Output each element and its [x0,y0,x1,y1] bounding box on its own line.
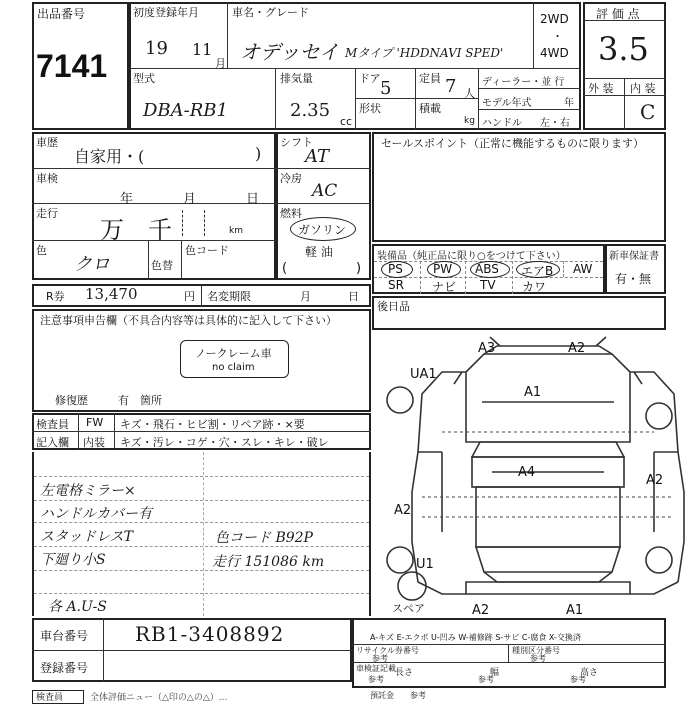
inspector-label: 検査員 [36,418,69,431]
chassis-value: RB1-3408892 [135,622,285,646]
disp-value: 2.35 [290,100,331,121]
note-line-3: スタッドレスT [40,529,133,545]
fuel-gas: ガソリン [298,223,347,237]
km-unit: km [229,226,243,236]
legend-ref-3: 参考 [530,654,546,663]
recycle-amount: 13,470 [85,285,138,303]
recycle-yen: 円 [184,290,195,303]
legend-ref-6: 参考 [570,675,586,684]
equip-abs: ABS [475,262,499,276]
kg-unit: kg [464,116,475,126]
interior-label: 内装 [83,436,105,449]
note-line-5: 各 A.U-S [48,599,107,615]
note-line-4: 下廻り小S [40,552,106,568]
mark-a1-hood: A1 [524,385,542,400]
load-label: 積載 [419,102,441,115]
color-value: クロ [74,254,110,275]
equipment-label: 装備品（純正品に限り○をつけて下さい） [377,251,566,262]
model-label: 型式 [133,72,155,85]
mark-a4-roof: A4 [518,465,536,480]
fw-items: キズ・飛石・ヒビ割・リペア跡・×要 [120,418,305,431]
equip-leather: カワ [522,280,547,294]
dealer-label: ディーラー・並 行 [482,77,565,88]
history-label: 車歴 [36,136,58,149]
disp-label: 排気量 [280,72,313,85]
mark-ua1: UA1 [410,367,437,382]
fuel-paren-close: ) [356,261,362,276]
mileage-label: 走行 [36,207,58,220]
name-change-month: 月 [300,290,311,303]
cc-unit: cc [340,115,353,128]
model-year-unit: 年 [564,98,574,109]
fuel-label: 燃料 [280,207,302,220]
handle-label: ハンドル [482,118,522,129]
fuel-diesel: 軽 油 [305,245,333,259]
first-reg-label: 初度登録年月 [133,6,199,19]
history-value: 自家用・( [74,147,145,166]
legend-recycle-no: リサイクル券番号 [356,646,419,655]
equip-pw: PW [433,262,453,276]
spare-label: スペア [392,602,425,615]
car-name-label: 車名・グレード [232,6,309,19]
legend-height: 高さ [580,668,599,678]
chassis-label: 車台番号 [40,629,89,643]
equip-aw: AW [573,262,593,276]
fuel-paren-open: ( [282,261,288,276]
color-code-label: 色コード [185,244,229,257]
door-label: ドア [359,72,381,85]
rear-items-label: 後日品 [377,300,410,313]
reg-year: 19 [145,38,168,59]
equip-sr: SR [388,278,404,292]
reg-month: 11 [192,40,213,59]
mileage-man: 万 [100,216,124,244]
mark-a2-rear: A2 [472,603,490,618]
legend-car-type: 種別区分番号 [512,646,560,655]
mark-a1-rear: A1 [566,603,584,618]
interior-items: キズ・汚レ・コゲ・穴・スレ・キレ・破レ [120,436,329,449]
warranty-value: 有・無 [615,272,652,286]
name-change-label: 名変期限 [207,290,251,303]
score-label: 評 価 点 [596,7,640,21]
model-year-label: モデル年式 [482,98,532,109]
color-code-note: 色コード B92P [215,530,313,546]
drive-4wd: 4WD [540,46,569,60]
legend-dim: 車検証記載 [356,664,396,673]
capacity-value: 7 [445,76,457,97]
damage-diagram [372,332,692,622]
color-change-label: 色替 [151,259,173,272]
drive-dot: ・ [552,30,563,43]
history-close: ) [255,144,262,163]
repair-label: 修復歴 [55,394,88,407]
footer-label: 検査員 [36,693,64,703]
capacity-label: 定員 [419,72,441,85]
ac-value: AC [312,181,338,201]
drive-2wd: 2WD [540,12,569,26]
reg-month-unit: 月 [215,57,226,70]
no-claim-en: no claim [212,362,255,373]
door-value: 5 [380,78,392,99]
note-line-1: 左電格ミラー× [40,483,136,499]
shaken-month: 月 [183,192,197,207]
equip-tv: TV [480,278,496,292]
legend-deposit: 預託金 [370,691,394,700]
legend-ref-5: 参考 [478,675,494,684]
model-value: DBA-RB1 [143,100,228,121]
equip-navi: ナビ [432,280,457,294]
person-unit: 人 [464,87,475,100]
odometer-note: 走行 151086 km [212,554,325,570]
mark-a2-left: A2 [394,503,412,518]
ext-label: 外 装 [588,82,614,95]
color-label: 色 [36,244,47,257]
lot-number: 7141 [36,48,108,84]
mark-u1: U1 [416,557,434,572]
car-name: オデッセイ [240,40,339,64]
sales-points-label: セールスポイント（正常に機能するものに限ります） [381,137,645,150]
name-change-day: 日 [348,290,359,303]
repair-loc: 箇所 [140,394,162,407]
legend-ref-2: 参考 [410,691,426,700]
legend-length: 長さ [395,668,414,678]
ac-label: 冷房 [280,172,302,185]
footer-text: 全体評価ニュー（△印の△の△）... [90,693,228,703]
int-label: 内 装 [630,82,656,95]
legend-codes: A-キズ E-エクボ U-凹み W-補修跡 S-サビ C-腐食 X-交換済 [370,633,581,642]
mark-a2-front: A2 [568,341,586,356]
warranty-label: 新車保証書 [609,251,659,262]
grade: Mタイプ 'HDDNAVI SPED' [345,46,504,60]
shift-value: AT [305,146,330,167]
entry-label: 記入欄 [36,436,69,449]
repair-value: 有 [118,394,129,407]
lot-label: 出品番号 [37,7,86,21]
shaken-label: 車検 [36,172,58,185]
mark-a3-front: A3 [478,341,496,356]
mileage-sen: 千 [148,216,172,244]
score-value: 3.5 [598,30,649,68]
shift-label: シフト [280,136,313,149]
legend-ref-1: 参考 [372,654,388,663]
shaken-year: 年 [120,192,134,207]
registration-label: 登録番号 [40,661,89,675]
handle-value: 左・右 [540,118,570,129]
shaken-day: 日 [246,192,260,207]
rear-items-box [372,296,666,330]
recycle-label: R券 [46,290,65,303]
legend-ref-4: 参考 [368,675,384,684]
notes-title: 注意事項申告欄（不具合内容等は具体的に記入して下さい） [40,314,337,327]
legend-width: 幅 [490,668,500,678]
fw-label: FW [86,416,104,429]
shape-label: 形状 [359,102,381,115]
int-grade: C [640,100,656,124]
equip-ps: PS [388,262,403,276]
mark-a2-right: A2 [646,473,664,488]
note-line-2: ハンドルカバー有 [40,506,152,522]
no-claim-jp: ノークレーム車 [195,347,272,360]
equip-airbag: エアB [521,264,554,278]
